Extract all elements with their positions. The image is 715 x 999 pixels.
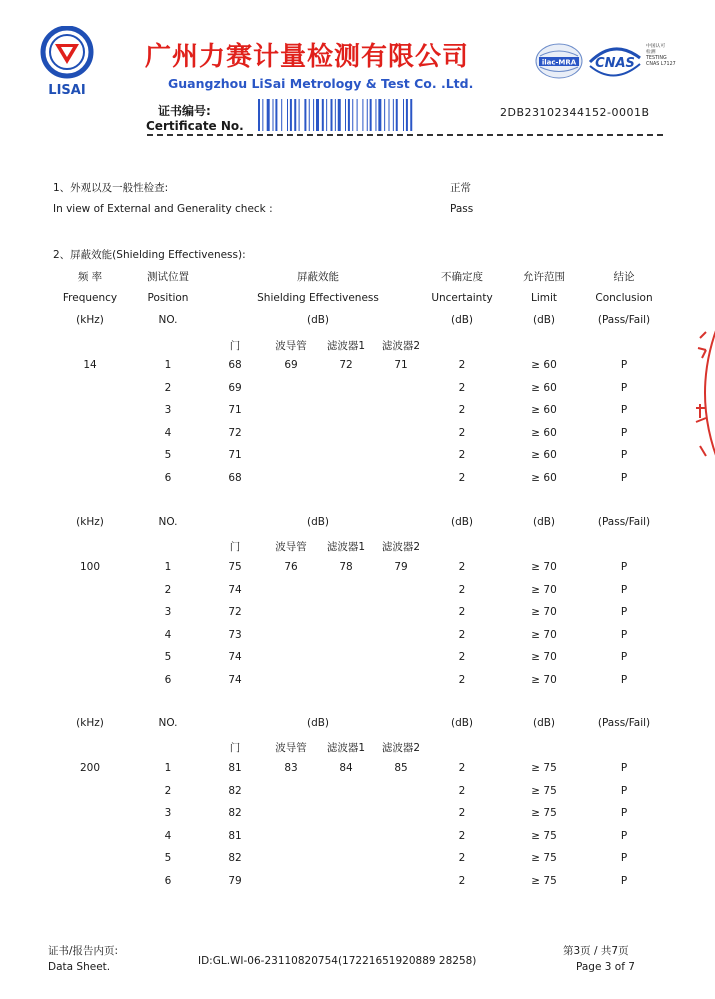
barcode-bar	[313, 99, 314, 131]
unit-label-limit: (dB)	[532, 314, 556, 326]
uncertainty-value: 2	[458, 584, 466, 596]
limit-value: ≥ 75	[531, 830, 557, 842]
frequency-value: 100	[79, 561, 101, 573]
cnas-caption-line: 中国认可	[646, 44, 666, 49]
barcode-bar	[367, 99, 368, 131]
subheader-filter2: 滤波器2	[381, 742, 421, 754]
barcode-bar	[384, 99, 385, 131]
uncertainty-value: 2	[458, 359, 466, 371]
conclusion-value: P	[620, 382, 628, 394]
ilac-mra-icon	[534, 42, 584, 80]
footer-sheet-cn: 证书/报告内页:	[48, 945, 119, 957]
unit-label-frequency: (kHz)	[76, 717, 104, 729]
uncertainty-value: 2	[458, 830, 466, 842]
section1-title-en: In view of External and Generality check :	[53, 203, 273, 215]
company-name-en: Guangzhou LiSai Metrology & Test Co. .Ltd.	[168, 76, 474, 91]
door-value: 79	[228, 875, 242, 887]
barcode-bar	[273, 99, 274, 131]
limit-value: ≥ 60	[531, 382, 557, 394]
door-value: 82	[228, 785, 242, 797]
filter2-value: 85	[394, 762, 408, 774]
barcode-bar	[410, 99, 412, 131]
door-value: 74	[228, 674, 242, 686]
cnas-icon	[586, 42, 644, 80]
conclusion-value: P	[620, 762, 628, 774]
unit-label-frequency: (kHz)	[76, 314, 104, 326]
barcode-bar	[396, 99, 398, 131]
cnas-caption	[646, 44, 676, 68]
conclusion-value: P	[620, 561, 628, 573]
subheader-door: 门	[229, 742, 241, 754]
barcode-bar	[389, 99, 390, 131]
uncertainty-value: 2	[458, 561, 466, 573]
barcode-bar	[345, 99, 346, 131]
barcode-bar	[357, 99, 358, 131]
ilac-text: ilac-MRA	[541, 58, 577, 67]
unit-label-position: NO.	[158, 717, 178, 729]
barcode-bar	[287, 99, 288, 131]
position-value: 2	[164, 382, 172, 394]
conclusion-value: P	[620, 629, 628, 641]
limit-value: ≥ 70	[531, 651, 557, 663]
door-value: 72	[228, 606, 242, 618]
waveguide-value: 76	[284, 561, 298, 573]
section1-result-en: Pass	[450, 203, 474, 215]
door-value: 73	[228, 629, 242, 641]
unit-label-limit: (dB)	[532, 516, 556, 528]
position-value: 4	[164, 830, 172, 842]
header-en-limit: Limit	[530, 292, 558, 304]
footer-page-en: Page 3 of 7	[576, 961, 635, 973]
barcode-bar	[281, 99, 282, 131]
conclusion-value: P	[620, 427, 628, 439]
header-cn-frequency: 频 率	[77, 271, 103, 283]
unit-label-uncertainty: (dB)	[450, 516, 474, 528]
subheader-waveguide: 波导管	[275, 340, 307, 352]
header-en-frequency: Frequency	[62, 292, 118, 304]
door-value: 68	[228, 472, 242, 484]
limit-value: ≥ 60	[531, 449, 557, 461]
footer-doc-id: ID:GL.WI-06-23110820754(17221651920889 28258)	[198, 955, 477, 967]
section1-result-cn: 正常	[450, 182, 471, 194]
unit-label-position: NO.	[158, 314, 178, 326]
unit-label-shielding: (dB)	[306, 516, 330, 528]
barcode-bar	[393, 99, 394, 131]
barcode-bar	[348, 99, 350, 131]
barcode-bar	[290, 99, 292, 131]
uncertainty-value: 2	[458, 807, 466, 819]
conclusion-value: P	[620, 606, 628, 618]
filter1-value: 78	[339, 561, 353, 573]
position-value: 2	[164, 785, 172, 797]
unit-label-uncertainty: (dB)	[450, 717, 474, 729]
uncertainty-value: 2	[458, 785, 466, 797]
conclusion-value: P	[620, 674, 628, 686]
unit-label-limit: (dB)	[532, 717, 556, 729]
waveguide-value: 83	[284, 762, 298, 774]
limit-value: ≥ 70	[531, 584, 557, 596]
door-value: 82	[228, 807, 242, 819]
barcode	[258, 99, 470, 131]
barcode-bar	[294, 99, 296, 131]
position-value: 1	[164, 762, 172, 774]
position-value: 3	[164, 404, 172, 416]
barcode-bar	[362, 99, 363, 131]
barcode-bar	[375, 99, 376, 131]
unit-label-frequency: (kHz)	[76, 516, 104, 528]
position-value: 6	[164, 472, 172, 484]
uncertainty-value: 2	[458, 674, 466, 686]
header-cn-conclusion: 结论	[613, 271, 635, 283]
limit-value: ≥ 60	[531, 427, 557, 439]
conclusion-value: P	[620, 830, 628, 842]
position-value: 2	[164, 584, 172, 596]
uncertainty-value: 2	[458, 472, 466, 484]
cnas-caption-line: CNAS L7127	[646, 62, 676, 67]
limit-value: ≥ 75	[531, 807, 557, 819]
door-value: 81	[228, 830, 242, 842]
cert-label-en: Certificate No.	[146, 119, 244, 133]
unit-label-uncertainty: (dB)	[450, 314, 474, 326]
conclusion-value: P	[620, 584, 628, 596]
position-value: 4	[164, 629, 172, 641]
waveguide-value: 69	[284, 359, 298, 371]
limit-value: ≥ 70	[531, 561, 557, 573]
limit-value: ≥ 60	[531, 472, 557, 484]
limit-value: ≥ 75	[531, 875, 557, 887]
subheader-filter1: 滤波器1	[326, 742, 366, 754]
logo-text: LISAI	[48, 83, 86, 98]
barcode-bar	[258, 99, 260, 131]
header-cn-limit: 允许范围	[523, 271, 565, 283]
header-cn-shielding: 屏蔽效能	[297, 271, 339, 283]
header-cn-uncertainty: 不确定度	[441, 271, 483, 283]
subheader-waveguide: 波导管	[275, 742, 307, 754]
uncertainty-value: 2	[458, 427, 466, 439]
barcode-bar	[378, 99, 381, 131]
barcode-bar	[267, 99, 270, 131]
door-value: 71	[228, 404, 242, 416]
lisai-logo	[36, 26, 98, 98]
uncertainty-value: 2	[458, 875, 466, 887]
door-value: 71	[228, 449, 242, 461]
barcode-bar	[352, 99, 353, 131]
conclusion-value: P	[620, 785, 628, 797]
door-value: 68	[228, 359, 242, 371]
conclusion-value: P	[620, 651, 628, 663]
cnas-caption-line: TESTING	[646, 56, 667, 61]
conclusion-value: P	[620, 472, 628, 484]
filter2-value: 79	[394, 561, 408, 573]
subheader-door: 门	[229, 340, 241, 352]
uncertainty-value: 2	[458, 629, 466, 641]
position-value: 5	[164, 449, 172, 461]
cnas-caption-line: 检测	[646, 50, 656, 55]
red-stamp	[686, 318, 715, 468]
uncertainty-value: 2	[458, 852, 466, 864]
header-en-position: Position	[147, 292, 189, 304]
conclusion-value: P	[620, 449, 628, 461]
header-en-shielding: Shielding Effectiveness	[257, 292, 379, 304]
position-value: 3	[164, 807, 172, 819]
uncertainty-value: 2	[458, 404, 466, 416]
barcode-bar	[275, 99, 277, 131]
section2-title: 2、屏蔽效能(Shielding Effectiveness):	[53, 249, 246, 261]
barcode-bar	[331, 99, 333, 131]
barcode-bar	[338, 99, 341, 131]
header-en-conclusion: Conclusion	[595, 292, 653, 304]
door-value: 72	[228, 427, 242, 439]
barcode-bar	[335, 99, 336, 131]
conclusion-value: P	[620, 404, 628, 416]
limit-value: ≥ 60	[531, 404, 557, 416]
cnas-text: CNAS	[595, 56, 635, 71]
unit-label-conclusion: (Pass/Fail)	[597, 516, 651, 528]
position-value: 5	[164, 852, 172, 864]
limit-value: ≥ 70	[531, 606, 557, 618]
filter2-value: 71	[394, 359, 408, 371]
subheader-filter2: 滤波器2	[381, 340, 421, 352]
limit-value: ≥ 75	[531, 785, 557, 797]
cert-label-cn: 证书编号:	[158, 104, 211, 118]
company-name-cn: 广州力赛计量检测有限公司	[145, 42, 470, 72]
uncertainty-value: 2	[458, 606, 466, 618]
limit-value: ≥ 70	[531, 674, 557, 686]
subheader-filter1: 滤波器1	[326, 541, 366, 553]
position-value: 6	[164, 875, 172, 887]
subheader-door: 门	[229, 541, 241, 553]
limit-value: ≥ 60	[531, 359, 557, 371]
subheader-filter2: 滤波器2	[381, 541, 421, 553]
barcode-bar	[403, 99, 404, 131]
unit-label-shielding: (dB)	[306, 717, 330, 729]
barcode-bar	[316, 99, 319, 131]
filter1-value: 84	[339, 762, 353, 774]
door-value: 81	[228, 762, 242, 774]
barcode-bar	[262, 99, 263, 131]
position-value: 1	[164, 561, 172, 573]
position-value: 3	[164, 606, 172, 618]
barcode-bar	[406, 99, 408, 131]
uncertainty-value: 2	[458, 449, 466, 461]
subheader-waveguide: 波导管	[275, 541, 307, 553]
unit-label-shielding: (dB)	[306, 314, 330, 326]
frequency-value: 14	[83, 359, 97, 371]
conclusion-value: P	[620, 807, 628, 819]
limit-value: ≥ 75	[531, 762, 557, 774]
footer-page-cn: 第3页 / 共7页	[563, 945, 629, 957]
subheader-filter1: 滤波器1	[326, 340, 366, 352]
barcode-bar	[309, 99, 310, 131]
unit-label-conclusion: (Pass/Fail)	[597, 717, 651, 729]
uncertainty-value: 2	[458, 382, 466, 394]
door-value: 69	[228, 382, 242, 394]
filter1-value: 72	[339, 359, 353, 371]
limit-value: ≥ 70	[531, 629, 557, 641]
uncertainty-value: 2	[458, 762, 466, 774]
unit-label-position: NO.	[158, 516, 178, 528]
unit-label-conclusion: (Pass/Fail)	[597, 314, 651, 326]
conclusion-value: P	[620, 359, 628, 371]
conclusion-value: P	[620, 875, 628, 887]
limit-value: ≥ 75	[531, 852, 557, 864]
door-value: 82	[228, 852, 242, 864]
position-value: 1	[164, 359, 172, 371]
door-value: 74	[228, 651, 242, 663]
section1-title-cn: 1、外观以及一般性检查:	[53, 182, 169, 194]
barcode-bar	[326, 99, 327, 131]
door-value: 74	[228, 584, 242, 596]
position-value: 4	[164, 427, 172, 439]
door-value: 75	[228, 561, 242, 573]
position-value: 5	[164, 651, 172, 663]
frequency-value: 200	[79, 762, 101, 774]
uncertainty-value: 2	[458, 651, 466, 663]
header-divider	[147, 134, 663, 136]
footer-sheet-en: Data Sheet.	[48, 961, 111, 973]
conclusion-value: P	[620, 852, 628, 864]
header-cn-position: 测试位置	[147, 271, 189, 283]
barcode-bar	[304, 99, 306, 131]
position-value: 6	[164, 674, 172, 686]
header-en-uncertainty: Uncertainty	[431, 292, 493, 304]
barcode-bar	[299, 99, 300, 131]
certificate-number: 2DB23102344152-0001B	[500, 106, 650, 119]
barcode-bar	[322, 99, 324, 131]
barcode-bar	[370, 99, 372, 131]
